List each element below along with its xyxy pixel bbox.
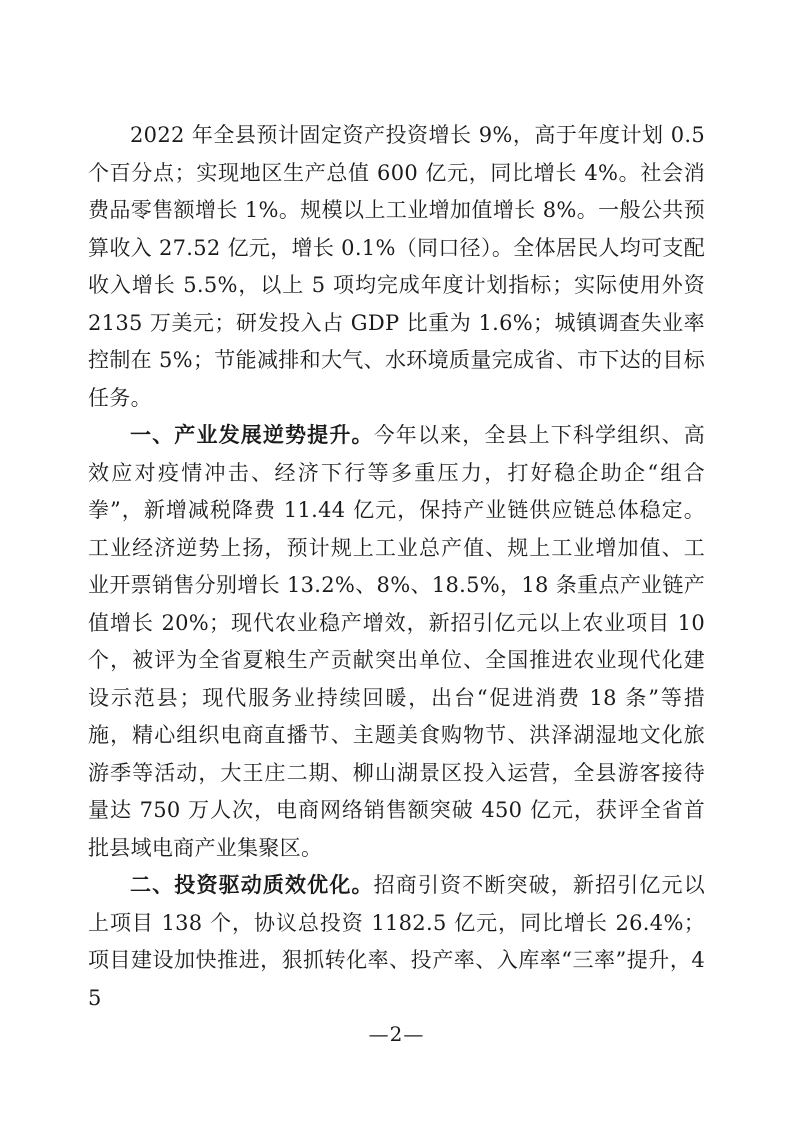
document-body [88,117,705,1017]
paragraph-text: 招商引资不断突破，新招引亿元以上项目 138 个，协议总投资 1182.5 亿元，同比增长 26.4%；项目建设加快推进，狠抓转化率、投产率、入库率“三率”提升，45 [88,873,705,1010]
section-2-heading: 二、投资驱动质效优化。 [130,873,374,897]
paragraph-section-2 [88,867,705,1017]
page-number: —2— [368,1022,425,1046]
paragraph-text: 今年以来，全县上下科学组织、高效应对疫情冲击、经济下行等多重压力，打好稳企助企“组合拳”，新增减税降费 11.44 亿元，保持产业链供应链总体稳定。工业经济逆势上扬，预计规上工业总产值、规上工业增加值、工业开票销售分别增长 13.2%、8%、18.5%，18 条重点产业链产值增长 20%；现代农业稳产增效，新招引亿元以上农业项目 10 个，被评为全省夏粮生产贡献突出单位、全国推进农业现代化建设示范县；现代服务业持续回暖，出台“促进消费 18 条”等措施，精心组织电商直播节、主题美食购物节、洪泽湖湿地文化旅游季等活动，大王庄二期、柳山湖景区投入运营，全县游客接待量达 750 万人次，电商网络销售额突破 450 亿元，获评全省首批县域电商产业集聚区。 [88,423,705,860]
paragraph-text: 2022 年全县预计固定资产投资增长 9%，高于年度计划 0.5 个百分点；实现地区生产总值 600 亿元，同比增长 4%。社会消费品零售额增长 1%。规模以上工业增加值增长 8%。一般公共预算收入 27.52 亿元，增长 0.1%（同口径）。全体居民人均可支配收入增长 5.5%，以上 5 项均完成年度计划指标；实际使用外资 2135 万美元；研发投入占 GDP 比重为 1.6%；城镇调查失业率控制在 5%；节能减排和大气、水环境质量完成省、市下达的目标任务。 [88,123,705,410]
page-footer [0,1022,793,1046]
section-1-heading: 一、产业发展逆势提升。 [130,423,374,447]
paragraph-section-1 [88,417,705,867]
paragraph-intro [88,117,705,417]
